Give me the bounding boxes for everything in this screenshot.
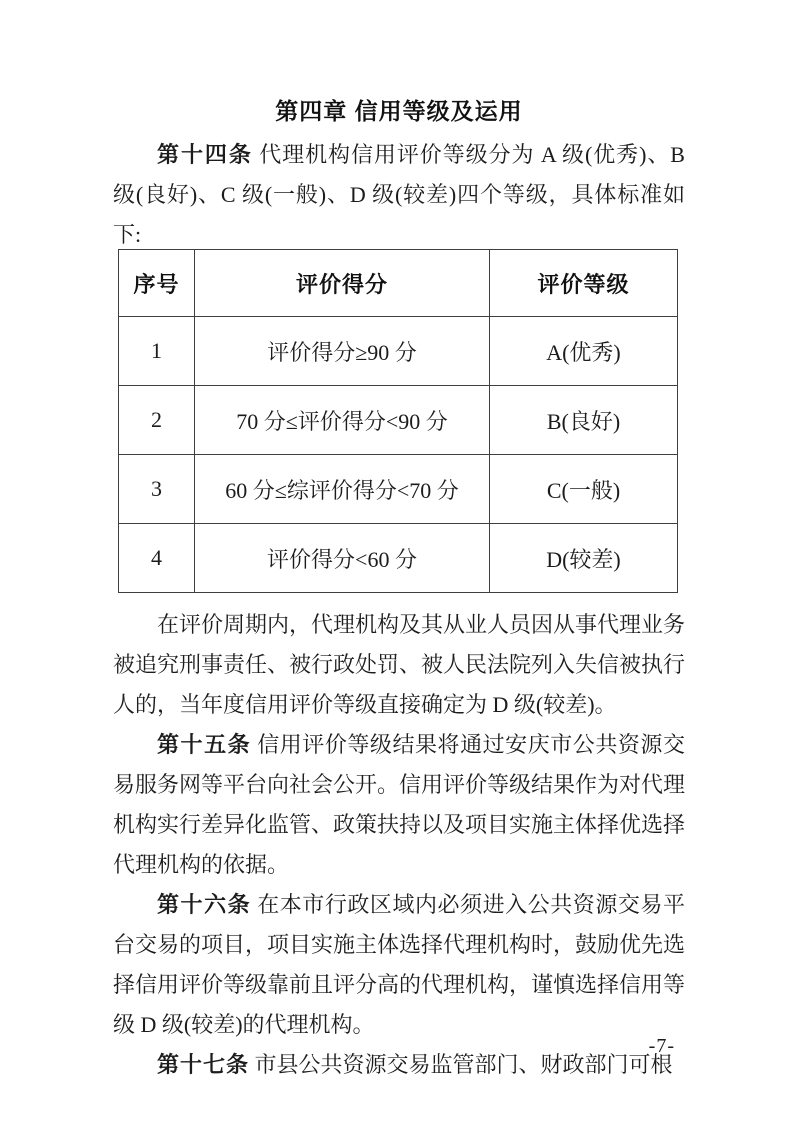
article-17-text: 市县公共资源交易监管部门、财政部门可根 — [249, 1052, 673, 1077]
table-row — [119, 455, 678, 524]
article-16-lead: 第十六条 — [157, 892, 252, 917]
article-15-paragraph — [113, 725, 685, 885]
cell-index: 1 — [119, 317, 195, 386]
cell-index: 3 — [119, 455, 195, 524]
cell-grade: B(良好) — [490, 386, 678, 455]
page-content — [113, 96, 685, 1085]
article-15-lead: 第十五条 — [157, 732, 252, 757]
table-row — [119, 317, 678, 386]
article-15-text: 信用评价等级结果将通过安庆市公共资源交易服务网等平台向社会公开。信用评价等级结果作为对代理机构实行差异化监管、政策扶持以及项目实施主体择优选择代理机构的依据。 — [113, 732, 686, 877]
header-cell-index: 序号 — [119, 250, 195, 317]
article-16-paragraph — [113, 885, 685, 1045]
body-paragraphs — [113, 605, 685, 1085]
cell-score: 评价得分<60 分 — [195, 524, 490, 593]
table-header-row — [119, 250, 678, 317]
article-14-lead: 第十四条 — [157, 142, 253, 167]
article-17-lead: 第十七条 — [157, 1052, 250, 1077]
cell-score: 评价得分≥90 分 — [195, 317, 490, 386]
post-table-paragraph — [113, 605, 685, 725]
cell-score: 70 分≤评价得分<90 分 — [195, 386, 490, 455]
article-14-text: 代理机构信用评价等级分为 A 级(优秀)、B 级(良好)、C 级(一般)、D 级(较差)四个等级，具体标准如下: — [113, 142, 685, 247]
cell-grade: C(一般) — [490, 455, 678, 524]
page-number: -7- — [648, 1035, 675, 1057]
table-row — [119, 386, 678, 455]
article-14-paragraph — [113, 135, 685, 255]
cell-score: 60 分≤综评价得分<70 分 — [195, 455, 490, 524]
credit-rating-table — [118, 249, 678, 593]
chapter-title: 第四章 信用等级及运用 — [275, 98, 523, 124]
article-16-text: 在本市行政区域内必须进入公共资源交易平台交易的项目，项目实施主体选择代理机构时，鼓励优先选择信用评价等级靠前且评分高的代理机构，谨慎选择信用等级 D 级(较差)的代理机构。 — [113, 892, 686, 1037]
cell-index: 4 — [119, 524, 195, 593]
table-row — [119, 524, 678, 593]
header-cell-score: 评价得分 — [195, 250, 490, 317]
cell-index: 2 — [119, 386, 195, 455]
article-17-paragraph — [113, 1045, 685, 1085]
post-table-text: 在评价周期内，代理机构及其从业人员因从事代理业务被追究刑事责任、被行政处罚、被人民法院列入失信被执行人的，当年度信用评价等级直接确定为 D 级(较差)。 — [113, 612, 686, 717]
cell-grade: D(较差) — [490, 524, 678, 593]
header-cell-grade: 评价等级 — [490, 250, 678, 317]
cell-grade: A(优秀) — [490, 317, 678, 386]
